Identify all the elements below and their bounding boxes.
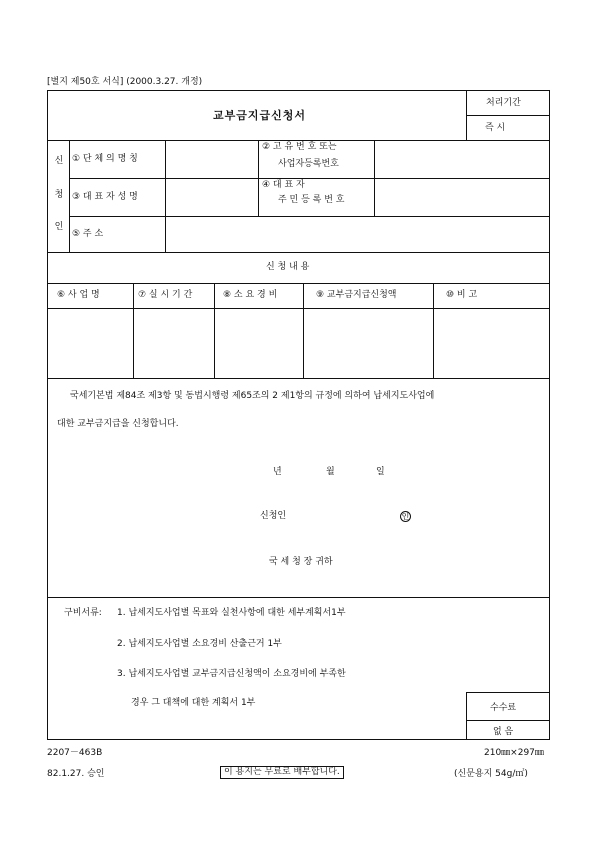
processing-value: 즉 시 xyxy=(485,123,506,133)
reg-no-label-1: ② 고 유 번 호 또는 xyxy=(262,142,337,152)
rep-id-label-2: 주 민 등 록 번 호 xyxy=(278,195,345,205)
applicant-side-divider xyxy=(69,140,70,252)
processing-label: 처리기간 xyxy=(486,98,521,108)
applicant-side-char-3: 인 xyxy=(54,222,64,232)
request-heading: 신 청 내 용 xyxy=(266,262,310,272)
request-bottom-line xyxy=(47,378,550,379)
request-col-divider-4 xyxy=(433,283,434,378)
addressee: 국 세 청 장 귀하 xyxy=(269,557,333,567)
date-day: 일 xyxy=(376,467,385,477)
applicant-label-divider xyxy=(165,140,166,252)
processing-split xyxy=(466,115,550,116)
attachments-label: 구비서류: xyxy=(64,608,102,618)
col-note-header: ⑩ 비 고 xyxy=(446,290,478,300)
signature-label: 신청인 xyxy=(260,511,287,521)
fee-box-top-border xyxy=(466,692,550,693)
approval-date: 82.1.27. 승인 xyxy=(47,769,105,779)
col-business-header: ⑥ 사 업 명 xyxy=(57,290,100,300)
address-label: ⑤ 주 소 xyxy=(72,229,104,239)
applicant-bottom-line xyxy=(47,252,550,253)
date-year: 년 xyxy=(273,467,282,477)
request-header-line xyxy=(47,308,550,309)
attachment-item-1: 1. 납세지도사업별 목표와 실천사항에 대한 세부계획서1부 xyxy=(117,608,346,618)
attachment-item-2: 2. 납세지도사업별 소요경비 산출근거 1부 xyxy=(117,639,282,649)
fee-box-split xyxy=(466,720,550,721)
paper-size: 210㎜×297㎜ xyxy=(484,748,544,758)
applicant-row-line-1 xyxy=(69,178,550,179)
form-title: 교부금지급신청서 xyxy=(213,109,307,122)
fee-label: 수수료 xyxy=(490,703,517,713)
request-col-divider-1 xyxy=(133,283,134,378)
reg-no-label-2: 사업자등록번호 xyxy=(278,159,339,169)
applicant-row-line-2 xyxy=(69,216,550,217)
request-col-divider-3 xyxy=(303,283,304,378)
col-amount-header: ⑨ 교부금지급신청액 xyxy=(316,290,397,300)
title-bottom-line xyxy=(47,140,550,141)
fee-box xyxy=(466,692,550,740)
applicant-side-char-1: 신 xyxy=(54,156,64,166)
form-code: 2207－463B xyxy=(47,748,103,758)
statement-line-2: 대한 교부금지급을 신청합니다. xyxy=(57,419,179,429)
rep-id-label-1: ④ 대 표 자 xyxy=(262,180,305,190)
applicant-side-char-2: 청 xyxy=(54,190,64,200)
group-name-label: ① 단 체 의 명 칭 xyxy=(72,154,138,164)
seal-mark: 인 xyxy=(401,511,410,521)
date-month: 월 xyxy=(326,467,335,477)
attachment-item-3: 3. 납세지도사업별 교부금지급신청액이 소요경비에 부족한 xyxy=(117,669,346,679)
request-col-divider-2 xyxy=(214,283,215,378)
statement-bottom-line xyxy=(47,597,550,598)
fee-value: 없 음 xyxy=(493,727,514,737)
rep-name-label: ③ 대 표 자 성 명 xyxy=(72,192,138,202)
fee-box-left-border xyxy=(466,692,467,740)
attachment-item-3-cont: 경우 그 대책에 대한 계획서 1부 xyxy=(131,698,256,708)
free-distribution-notice: 이 용지는 무료로 배부합니다. xyxy=(220,766,344,779)
paper-spec: (신문용지 54g/㎡) xyxy=(454,769,528,779)
col-cost-header: ⑧ 소 요 경 비 xyxy=(223,290,278,300)
form-reference: [별지 제50호 서식] (2000.3.27. 개정) xyxy=(47,77,203,87)
statement-line-1: 국세기본법 제84조 제3항 및 동법시행령 제65조의 2 제1항의 규정에 의하여 납세지도사업에 xyxy=(70,391,435,401)
request-heading-line xyxy=(47,283,550,284)
col-period-header: ⑦ 실 시 기 간 xyxy=(138,290,193,300)
